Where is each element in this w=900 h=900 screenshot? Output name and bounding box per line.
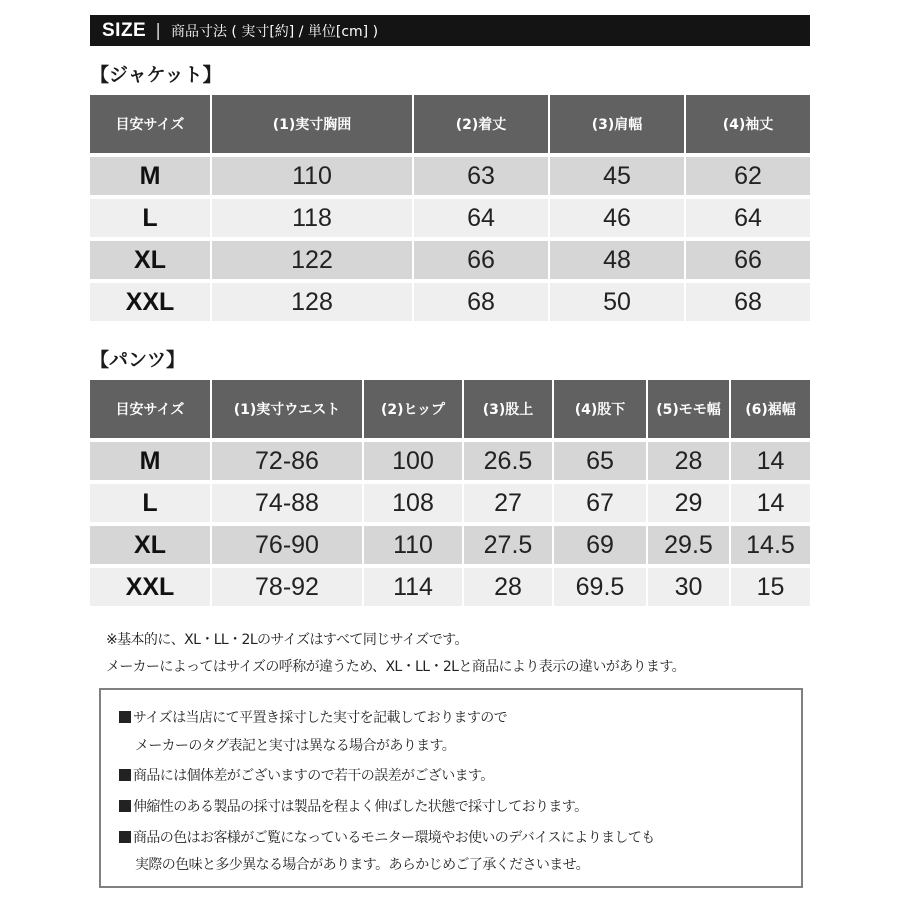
square-bullet-icon — [119, 800, 131, 812]
jacket-header-row — [90, 95, 810, 157]
table-cell: 76-90 — [212, 526, 362, 568]
pants-col-inseam: (4)股下 — [554, 380, 646, 442]
jacket-col-size: 目安サイズ — [90, 95, 210, 157]
notice-box — [99, 688, 803, 888]
size-cell: XL — [90, 526, 210, 568]
table-row — [90, 283, 810, 325]
table-cell: 72-86 — [212, 442, 362, 484]
table-cell: 114 — [364, 568, 462, 610]
square-bullet-icon — [119, 831, 131, 843]
square-bullet-icon — [119, 711, 131, 723]
notice-text: メーカーのタグ表記と実寸は異なる場合があります。 — [135, 738, 456, 754]
pants-col-size: 目安サイズ — [90, 380, 210, 442]
table-cell: 62 — [686, 157, 810, 199]
pants-col-rise: (3)股上 — [464, 380, 552, 442]
pants-col-hip: (2)ヒップ — [364, 380, 462, 442]
square-bullet-icon — [119, 769, 131, 781]
table-row — [90, 526, 810, 568]
table-cell: 27 — [464, 484, 552, 526]
table-cell: 68 — [686, 283, 810, 325]
size-cell: L — [90, 199, 210, 241]
notice-text: 実際の色味と多少異なる場合があります。あらかじめご了承くださいませ。 — [135, 857, 590, 873]
pants-size-table — [88, 380, 812, 610]
table-row — [90, 442, 810, 484]
table-cell: 46 — [550, 199, 684, 241]
notice-line — [119, 765, 494, 785]
table-cell: 64 — [414, 199, 548, 241]
table-row — [90, 157, 810, 199]
notice-text: サイズは当店にて平置き採寸した実寸を記載しておりますので — [133, 710, 508, 726]
pants-col-hem: (6)裾幅 — [731, 380, 810, 442]
table-cell: 66 — [686, 241, 810, 283]
table-cell: 63 — [414, 157, 548, 199]
table-cell: 14.5 — [731, 526, 810, 568]
jacket-col-sleeve: (4)袖丈 — [686, 95, 810, 157]
table-row — [90, 241, 810, 283]
table-cell: 122 — [212, 241, 412, 283]
table-cell: 78-92 — [212, 568, 362, 610]
size-label: SIZE — [102, 19, 147, 41]
jacket-col-length: (2)着丈 — [414, 95, 548, 157]
size-cell: XXL — [90, 568, 210, 610]
table-cell: 64 — [686, 199, 810, 241]
size-note-line-2: メーカーによってはサイズの呼称が違うため、XL・LL・2Lと商品により表示の違いがあります。 — [106, 659, 686, 675]
table-cell: 66 — [414, 241, 548, 283]
pants-header-row — [90, 380, 810, 442]
table-cell: 69.5 — [554, 568, 646, 610]
table-cell: 74-88 — [212, 484, 362, 526]
notice-line — [119, 827, 655, 847]
size-cell: XL — [90, 241, 210, 283]
jacket-section-title: 【ジャケット】 — [90, 64, 222, 86]
size-cell: L — [90, 484, 210, 526]
notice-text: 商品の色はお客様がご覧になっているモニター環境やお使いのデバイスによりましても — [133, 830, 655, 846]
table-cell: 68 — [414, 283, 548, 325]
table-cell: 128 — [212, 283, 412, 325]
table-cell: 69 — [554, 526, 646, 568]
table-row — [90, 484, 810, 526]
size-cell: M — [90, 442, 210, 484]
table-cell: 14 — [731, 484, 810, 526]
table-cell: 26.5 — [464, 442, 552, 484]
table-row — [90, 568, 810, 610]
pants-col-waist: (1)実寸ウエスト — [212, 380, 362, 442]
table-cell: 45 — [550, 157, 684, 199]
title-separator: | — [155, 20, 161, 41]
table-cell: 30 — [648, 568, 729, 610]
notice-line — [135, 854, 589, 874]
table-cell: 27.5 — [464, 526, 552, 568]
table-cell: 108 — [364, 484, 462, 526]
table-cell: 28 — [464, 568, 552, 610]
jacket-col-chest: (1)実寸胸囲 — [212, 95, 412, 157]
size-cell: XXL — [90, 283, 210, 325]
table-cell: 110 — [364, 526, 462, 568]
table-row — [90, 199, 810, 241]
table-cell: 65 — [554, 442, 646, 484]
table-cell: 15 — [731, 568, 810, 610]
notice-line — [119, 707, 507, 727]
size-title-bar — [90, 15, 810, 46]
notice-line — [135, 735, 455, 755]
pants-section-title: 【パンツ】 — [90, 349, 186, 371]
notice-line — [119, 796, 587, 816]
jacket-col-shoulder: (3)肩幅 — [550, 95, 684, 157]
table-cell: 67 — [554, 484, 646, 526]
table-cell: 48 — [550, 241, 684, 283]
size-note-line-1: ※基本的に、XL・LL・2Lのサイズはすべて同じサイズです。 — [106, 632, 468, 648]
table-cell: 14 — [731, 442, 810, 484]
table-cell: 28 — [648, 442, 729, 484]
notice-text: 商品には個体差がございますので若干の誤差がございます。 — [133, 768, 494, 784]
pants-col-thigh: (5)モモ幅 — [648, 380, 729, 442]
table-cell: 100 — [364, 442, 462, 484]
table-cell: 29 — [648, 484, 729, 526]
table-cell: 110 — [212, 157, 412, 199]
size-cell: M — [90, 157, 210, 199]
table-cell: 50 — [550, 283, 684, 325]
jacket-size-table — [88, 95, 812, 325]
notice-text: 伸縮性のある製品の採寸は製品を程よく伸ばした状態で採寸しております。 — [133, 799, 588, 815]
table-cell: 118 — [212, 199, 412, 241]
table-cell: 29.5 — [648, 526, 729, 568]
title-subtitle: 商品寸法 ( 実寸[約] / 単位[cm] ) — [170, 23, 379, 40]
